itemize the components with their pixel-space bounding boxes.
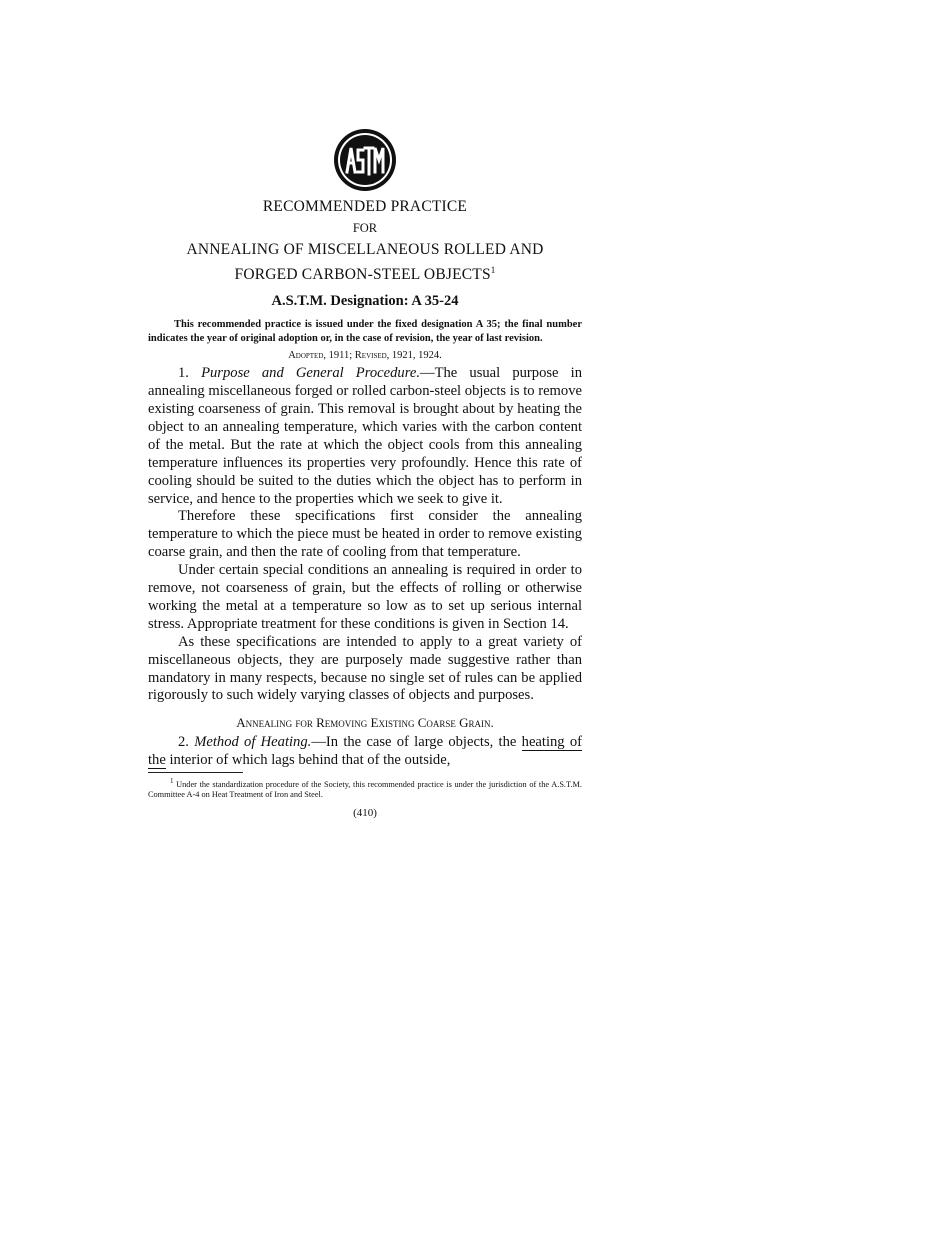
section1-paragraph2: Therefore these specifications first consider the annealing temperature to which the piece must be heated in order to remove existing coarse grain, and then the rate of cooling from that temperature.: [148, 508, 582, 561]
section1-p1: —The usual purpose in annealing miscellaneous forged or rolled carbon-steel objects is to remove existing coarseness of grain. This removal is brought about by heating the object to an annealing temperature, which varies with the carbon content of the metal. But the rate at which the object cools from this annealing temperature influences its properties very profoundly. Hence this rate of cooling should be suited to the duties which the object has to perform in service, and hence to the properties which we seek to give it.: [148, 365, 583, 507]
designation: A.S.T.M. Designation: A 35-24: [271, 293, 459, 310]
footnote-mark: 1: [170, 777, 174, 786]
section1-paragraph1: [148, 365, 582, 508]
section2-text-b: interior of which lags behind that of the outside,: [165, 752, 451, 769]
section1-paragraph3: Under certain special conditions an annealing is required in order to remove, not coarseness of grain, but the effects of rolling or otherwise working the metal at a temperature so low as to set up serious internal stress. Appropriate treatment for these conditions is given in Section 14.: [148, 562, 582, 632]
title-footnote-mark: 1: [490, 265, 496, 275]
section1-paragraph4: As these specifications are intended to apply to a great variety of miscellaneous objects, they are purposely made suggestive rather than mandatory in many respects, because no single set of rules can be applied rigorously to such widely varying classes of objects and purposes.: [148, 633, 582, 704]
main-title: [148, 239, 582, 285]
page-number: (410): [353, 806, 377, 819]
section2-text-a: —In the case of large objects, the: [311, 734, 522, 751]
designation-note: This recommended practice is issued under the fixed designation A 35; the final number indicates the year of original adoption or, in the case of revision, the year of last revision.: [148, 319, 582, 344]
section2-paragraph: [148, 734, 582, 770]
footnote-divider: [148, 772, 243, 773]
main-title-line1: ANNEALING OF MISCELLANEOUS ROLLED AND: [186, 241, 544, 258]
section2-heading: Method of Heating.: [194, 734, 312, 751]
section1-heading: Purpose and General Procedure.: [201, 365, 420, 382]
section2-number: 2.: [178, 734, 195, 751]
footnote-text: Under the standardization procedure of the Society, this recommended practice is under the jurisdiction of the A.S.T.M. Committee A-4 on Heat Treatment of Iron and Steel.: [148, 779, 582, 800]
footnote: [148, 776, 582, 801]
document-page: [148, 128, 582, 819]
body-text: [148, 365, 582, 770]
adopted-dates: Adopted, 1911; Revised, 1921, 1924.: [288, 350, 442, 362]
section-heading-coarse-grain: Annealing for Removing Existing Coarse Grain.: [236, 715, 494, 731]
astm-logo: [333, 128, 397, 192]
title-for: FOR: [352, 221, 378, 235]
section1-number: 1.: [178, 365, 202, 382]
section2-underlined-text: heating of the: [148, 734, 583, 769]
title-recommended-practice: RECOMMENDED PRACTICE: [262, 198, 468, 215]
main-title-line2: FORGED CARBON-STEEL OBJECTS: [234, 266, 491, 284]
